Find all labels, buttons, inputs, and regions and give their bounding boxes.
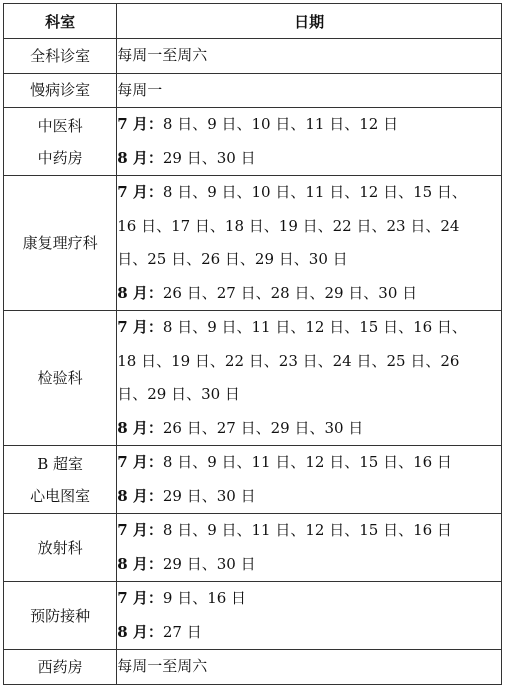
date-text: 8 日、9 日、11 日、12 日、15 日、16 日	[162, 453, 452, 471]
date-line	[117, 548, 501, 582]
date-line	[117, 480, 501, 514]
month-label: 8 月：	[117, 418, 163, 437]
month-label: 7 月：	[117, 453, 163, 471]
table-row	[4, 108, 502, 176]
schedule-table	[3, 3, 502, 685]
dept-cell	[4, 39, 117, 74]
date-line	[117, 412, 501, 446]
date-line	[117, 39, 501, 73]
table-row	[4, 650, 502, 685]
dept-cell	[4, 582, 117, 650]
date-line	[117, 378, 501, 412]
month-label: 7 月：	[117, 589, 163, 607]
dept-name: 慢病诊室	[30, 81, 91, 100]
date-cell	[117, 446, 502, 514]
date-cell	[117, 73, 502, 108]
date-text: 8 日、9 日、11 日、12 日、15 日、16 日、	[162, 318, 467, 336]
date-text: 8 日、9 日、10 日、11 日、12 日	[162, 115, 399, 133]
date-line	[117, 582, 501, 616]
header-dept: 科室	[4, 4, 117, 39]
date-cell	[117, 39, 502, 74]
dept-cell	[4, 311, 117, 446]
dept-cell	[4, 446, 117, 514]
month-label: 8 月：	[117, 622, 163, 641]
month-label: 8 月：	[117, 148, 163, 167]
date-text: 日、25 日、26 日、29 日、30 日	[117, 250, 348, 268]
date-line	[117, 108, 501, 142]
date-line	[117, 176, 501, 210]
header-row	[4, 4, 502, 39]
date-text: 18 日、19 日、22 日、23 日、24 日、25 日、26	[117, 351, 460, 370]
table-row	[4, 446, 502, 514]
date-cell	[117, 311, 502, 446]
dept-cell	[4, 108, 117, 176]
date-text: 29 日、30 日	[162, 486, 256, 505]
date-text: 29 日、30 日	[162, 148, 256, 167]
dept-cell	[4, 176, 117, 311]
dept-cell	[4, 514, 117, 582]
month-label: 8 月：	[117, 283, 163, 302]
date-text: 16 日、17 日、18 日、19 日、22 日、23 日、24	[117, 216, 460, 235]
table-row	[4, 514, 502, 582]
date-line	[117, 345, 501, 379]
table-row	[4, 73, 502, 108]
date-text: 8 日、9 日、11 日、12 日、15 日、16 日	[162, 521, 452, 539]
date-line	[117, 142, 501, 176]
date-text: 每周一至周六	[117, 657, 208, 675]
date-cell	[117, 108, 502, 176]
dept-name: 心电图室	[30, 486, 91, 505]
date-text: 26 日、27 日、29 日、30 日	[162, 418, 364, 437]
dept-name: 全科诊室	[30, 46, 91, 65]
date-cell	[117, 650, 502, 685]
table-row	[4, 311, 502, 446]
dept-name: 中医科	[37, 116, 83, 135]
date-cell	[117, 514, 502, 582]
date-line	[117, 243, 501, 277]
date-text: 26 日、27 日、28 日、29 日、30 日	[162, 283, 418, 302]
date-text: 9 日、16 日	[162, 589, 247, 607]
date-cell	[117, 176, 502, 311]
date-line	[117, 74, 501, 108]
dept-name: 预防接种	[30, 606, 91, 625]
dept-cell	[4, 650, 117, 685]
month-label: 8 月：	[117, 486, 163, 505]
date-cell	[117, 582, 502, 650]
date-line	[117, 311, 501, 345]
dept-name: 放射科	[37, 538, 83, 557]
dept-name: 西药房	[37, 657, 83, 676]
date-line	[117, 277, 501, 311]
month-label: 8 月：	[117, 554, 163, 573]
date-text: 每周一	[117, 80, 163, 99]
month-label: 7 月：	[117, 521, 163, 539]
schedule-body	[4, 39, 502, 685]
month-label: 7 月：	[117, 115, 163, 133]
header-date: 日期	[117, 4, 502, 39]
date-text: 27 日	[162, 622, 202, 641]
dept-name: 检验科	[37, 369, 83, 387]
month-label: 7 月：	[117, 183, 163, 201]
dept-name: 康复理疗科	[22, 234, 98, 252]
table-row	[4, 39, 502, 74]
dept-cell	[4, 73, 117, 108]
date-line	[117, 650, 501, 684]
date-line	[117, 446, 501, 480]
table-row	[4, 582, 502, 650]
date-line	[117, 514, 501, 548]
date-line	[117, 210, 501, 244]
date-text: 29 日、30 日	[162, 554, 256, 573]
table-row	[4, 176, 502, 311]
dept-name: B 超室	[37, 454, 83, 473]
date-text: 每周一至周六	[117, 46, 208, 64]
date-text: 日、29 日、30 日	[117, 385, 240, 403]
month-label: 7 月：	[117, 318, 163, 336]
date-line	[117, 616, 501, 650]
date-text: 8 日、9 日、10 日、11 日、12 日、15 日、	[162, 183, 467, 201]
dept-name: 中药房	[37, 148, 83, 167]
